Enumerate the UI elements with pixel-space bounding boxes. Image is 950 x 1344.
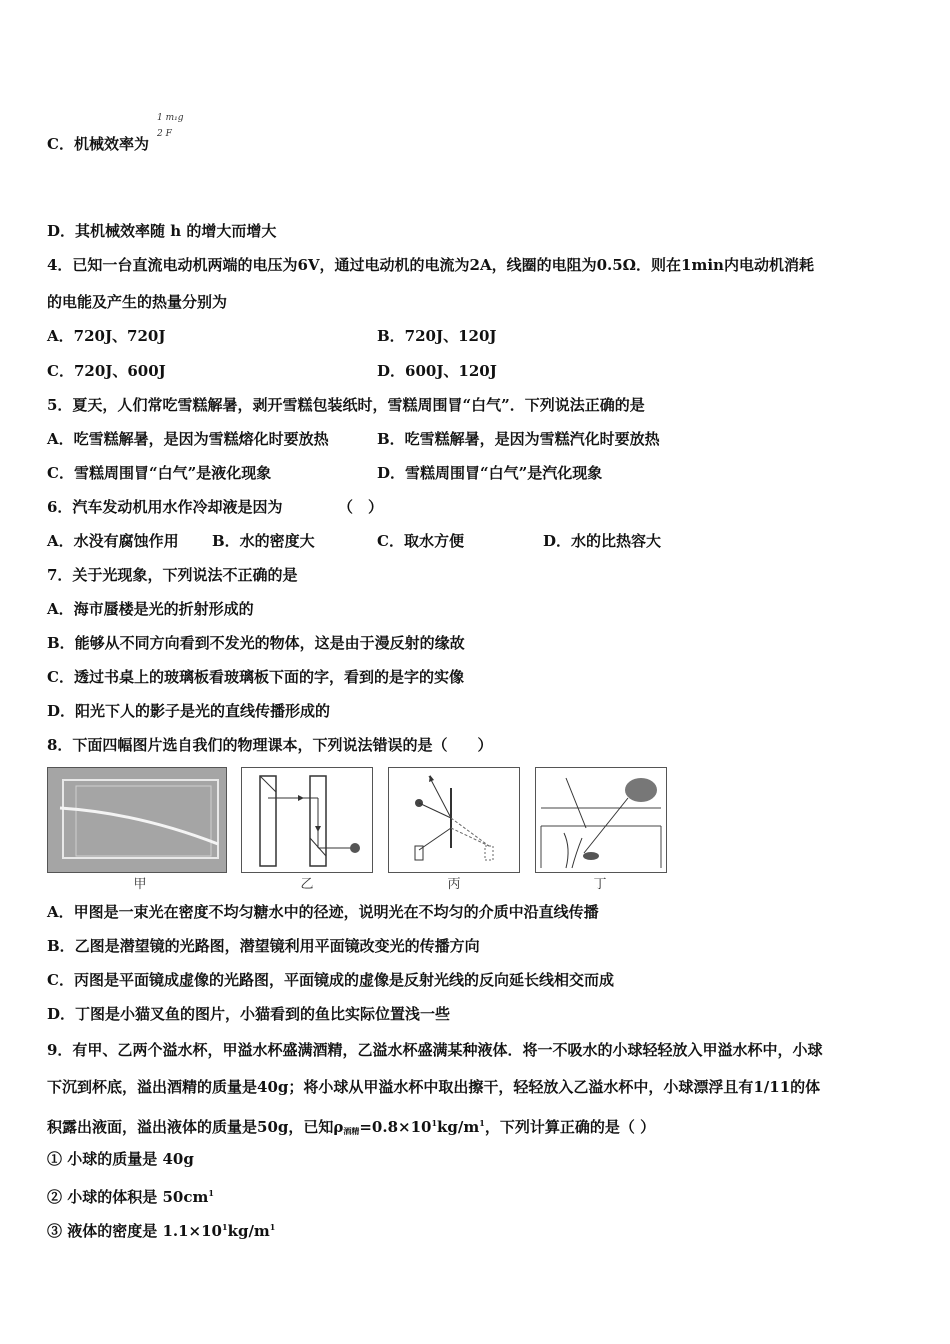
q5-option-c: C．雪糕周围冒“白气”是液化现象 (47, 464, 272, 482)
q7-option-d: D．阳光下人的影子是光的直线传播形成的 (47, 702, 331, 720)
q3-option-d: D．其机械效率随 h 的增大而增大 (47, 222, 277, 240)
q8-option-d: D．丁图是小猫叉鱼的图片，小猫看到的鱼比实际位置浅一些 (47, 1005, 451, 1023)
q6-option-a: A．水没有腐蚀作用 (47, 532, 179, 550)
q9-stem-line1: 9．有甲、乙两个溢水杯，甲溢水杯盛满酒精，乙溢水杯盛满某种液体．将一不吸水的小球轻轻放入甲溢水杯中，小球 (47, 1041, 823, 1059)
q4-option-b: B．720J、120J (377, 327, 497, 345)
q7-option-a: A．海市蜃楼是光的折射形成的 (47, 600, 254, 618)
caption-yi: 乙 (300, 877, 314, 892)
q3-option-c: C．机械效率为 (47, 135, 149, 153)
q6-paren: （ ） (338, 498, 384, 516)
q9-statement-1: ① 小球的质量是 40g (47, 1150, 194, 1168)
q4-stem-line1: 4．已知一台直流电动机两端的电压为6V，通过电动机的电流为2A，线圈的电阻为0.5Ω．则在1min内电动机消耗 (47, 256, 814, 274)
q6-option-b: B．水的密度大 (212, 532, 315, 550)
q5-stem: 5．夏天，人们常吃雪糕解暑，剥开雪糕包装纸时，雪糕周围冒“白气”．下列说法正确的是 (47, 396, 645, 414)
figure-jia (47, 767, 227, 873)
caption-jia: 甲 (133, 877, 147, 892)
q8-option-a: A．甲图是一束光在密度不均匀糖水中的径迹，说明光在不均匀的介质中沿直线传播 (47, 903, 599, 921)
q9-stem-line3: 积露出液面，溢出液体的质量是50g，已知$\rho_{酒精}=0.8\times 10^1kg/m^1$，下列计算正确的是（ ） (47, 1118, 656, 1136)
figure-ding (535, 767, 667, 873)
q8-option-c: C．丙图是平面镜成虚像的光路图，平面镜成的虚像是反射光线的反向延长线相交而成 (47, 971, 614, 989)
q4-option-d: D．600J、120J (377, 362, 497, 380)
q5-option-d: D．雪糕周围冒“白气”是汽化现象 (377, 464, 603, 482)
q4-option-a: A．720J、720J (47, 327, 166, 345)
caption-bing: 丙 (447, 877, 461, 892)
figure-yi (241, 767, 373, 873)
figure-jia-graphic (48, 768, 226, 872)
q3-formula-top: 1 m₁g (157, 113, 184, 123)
q3-formula-bottom: 2 F (157, 129, 172, 139)
q6-stem: 6．汽车发动机用水作冷却液是因为 (47, 498, 283, 516)
q9-statement-2: ② 小球的体积是 $50cm^1$ (47, 1188, 214, 1206)
q7-option-b: B．能够从不同方向看到不发光的物体，这是由于漫反射的缘故 (47, 634, 465, 652)
figure-bing (388, 767, 520, 873)
q6-option-c: C．取水方便 (377, 532, 464, 550)
q9-stem-line2: 下沉到杯底，溢出酒精的质量是40g；将小球从甲溢水杯中取出擦干，轻轻放入乙溢水杯中，小球漂浮且有1/11的体 (47, 1078, 821, 1096)
q6-option-d: D．水的比热容大 (543, 532, 662, 550)
q7-stem: 7．关于光现象，下列说法不正确的是 (47, 566, 298, 584)
figure-bing-graphic (389, 768, 519, 872)
q5-option-b: B．吃雪糕解暑，是因为雪糕汽化时要放热 (377, 430, 660, 448)
q8-option-b: B．乙图是潜望镜的光路图，潜望镜利用平面镜改变光的传播方向 (47, 937, 480, 955)
figure-yi-graphic (242, 768, 372, 872)
q4-option-c: C．720J、600J (47, 362, 166, 380)
q8-stem: 8．下面四幅图片选自我们的物理课本，下列说法错误的是（ ） (47, 736, 493, 754)
q5-option-a: A．吃雪糕解暑，是因为雪糕熔化时要放热 (47, 430, 329, 448)
q9-statement-3: ③ 液体的密度是 $1.1\times 10^1kg/m^1$ (47, 1222, 276, 1240)
caption-ding: 丁 (593, 877, 607, 892)
q7-option-c: C．透过书桌上的玻璃板看玻璃板下面的字，看到的是字的实像 (47, 668, 464, 686)
figure-ding-graphic (536, 768, 666, 872)
q4-stem-line2: 的电能及产生的热量分别为 (47, 293, 228, 311)
